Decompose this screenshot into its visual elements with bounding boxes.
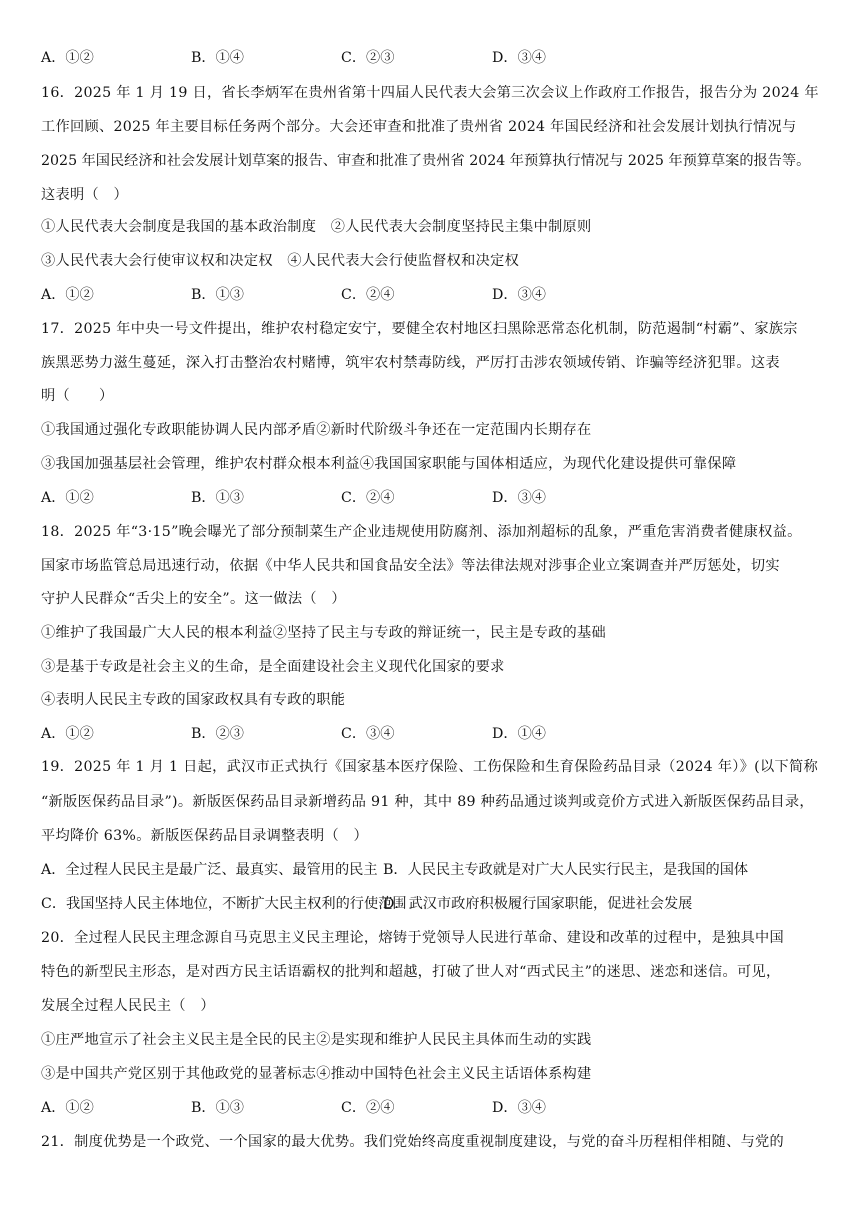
q18-stem-line: 国家市场监管总局迅速行动，依据《中华人民共和国食品安全法》等法律法规对涉事企业立案调查并严厉惩处，切实 [41, 558, 780, 574]
option-a: A．①② [41, 1100, 94, 1116]
option-c: C．我国坚持人民主体地位，不断扩大民主权利的行使范围 [41, 896, 407, 912]
q17-stem-line: 17．2025 年中央一号文件提出，维护农村稳定安宁，要健全农村地区扫黑除恶常态化机制，防范遏制“村霸”、家族宗 [41, 321, 798, 337]
q18-statement: ①维护了我国最广大人民的根本利益②坚持了民主与专政的辩证统一，民主是专政的基础 [41, 625, 607, 641]
option-d: D．③④ [492, 1100, 546, 1116]
option-d: D．③④ [492, 287, 546, 303]
q19-options-row [41, 860, 821, 880]
option-a: A．①② [41, 287, 94, 303]
q20-stem-line: 特色的新型民主形态，是对西方民主话语霸权的批判和超越，打破了世人对“西式民主”的迷思、迷恋和迷信。可见， [41, 964, 781, 980]
q21-stem-line: 21．制度优势是一个政党、一个国家的最大优势。我们党始终高度重视制度建设，与党的奋斗历程相伴相随、与党的 [41, 1134, 785, 1150]
q17-options [41, 488, 821, 508]
option-d: D．③④ [492, 50, 546, 66]
q16-stem-line: 16．2025 年 1 月 19 日，省长李炳军在贵州省第十四届人民代表大会第三次会议上作政府工作报告，报告分为 2024 年 [41, 85, 819, 101]
q17-stem-line: 明（ ） [41, 388, 114, 404]
q16-options [41, 285, 821, 305]
option-b: B．①③ [191, 490, 244, 506]
q17-statement: ③我国加强基层社会管理，维护农村群众根本利益④我国国家职能与国体相适应，为现代化建设提供可靠保障 [41, 456, 737, 472]
q19-options-row [41, 894, 821, 914]
option-b: B．①③ [191, 287, 244, 303]
q18-statement: ④表明人民民主专政的国家政权具有专政的职能 [41, 692, 346, 708]
option-c: C．②④ [341, 287, 395, 303]
q19-stem-line: “新版医保药品目录”)。新版医保药品目录新增药品 91 种，其中 89 种药品通过谈判或竞价方式进入新版医保药品目录， [41, 794, 814, 810]
q18-options [41, 724, 821, 744]
option-c: C．②③ [341, 50, 395, 66]
option-b: B．①④ [191, 50, 244, 66]
q18-statement: ③是基于专政是社会主义的生命，是全面建设社会主义现代化国家的要求 [41, 659, 505, 675]
option-c: C．③④ [341, 726, 395, 742]
option-d: D．①④ [492, 726, 546, 742]
option-b: B．①③ [191, 1100, 244, 1116]
q19-stem-line: 19．2025 年 1 月 1 日起，武汉市正式执行《国家基本医疗保险、工伤保险和生育保险药品目录（2024 年）》(以下简称 [41, 759, 818, 775]
q18-stem-line: 18．2025 年“3·15”晚会曝光了部分预制菜生产企业违规使用防腐剂、添加剂超标的乱象，严重危害消费者健康权益。 [41, 524, 802, 540]
option-b: B．人民民主专政就是对广大人民实行民主，是我国的国体 [383, 862, 749, 878]
q19-stem-line: 平均降价 63%。新版医保药品目录调整表明（ ） [41, 828, 368, 844]
option-d: D．③④ [492, 490, 546, 506]
q20-stem-line: 20．全过程人民民主理念源自马克思主义民主理论，熔铸于党领导人民进行革命、建设和改革的过程中，是独具中国 [41, 930, 785, 946]
q20-stem-line: 发展全过程人民民主（ ） [41, 998, 215, 1014]
q18-stem-line: 守护人民群众“舌尖上的安全”。这一做法（ ） [41, 591, 346, 607]
option-a: A．①② [41, 726, 94, 742]
q17-stem-line: 族黑恶势力滋生蔓延，深入打击整治农村赌博，筑牢农村禁毒防线，严厉打击涉农领域传销、诈骗等经济犯罪。这表 [41, 355, 780, 371]
option-d: D．武汉市政府积极履行国家职能，促进社会发展 [383, 896, 693, 912]
q15-options [41, 48, 821, 68]
option-a: A．①② [41, 490, 94, 506]
q20-statement: ③是中国共产党区别于其他政党的显著标志④推动中国特色社会主义民主话语体系构建 [41, 1066, 592, 1082]
q17-statement: ①我国通过强化专政职能协调人民内部矛盾②新时代阶级斗争还在一定范围内长期存在 [41, 422, 592, 438]
q16-statement: ③人民代表大会行使审议权和决定权 ④人民代表大会行使监督权和决定权 [41, 253, 520, 269]
option-a: A．①② [41, 50, 94, 66]
q20-options [41, 1098, 821, 1118]
q16-statement: ①人民代表大会制度是我国的基本政治制度 ②人民代表大会制度坚持民主集中制原则 [41, 219, 592, 235]
q16-stem-line: 2025 年国民经济和社会发展计划草案的报告、审查和批准了贵州省 2024 年预算执行情况与 2025 年预算草案的报告等。 [41, 153, 811, 169]
option-c: C．②④ [341, 490, 395, 506]
option-b: B．②③ [191, 726, 244, 742]
option-a: A．全过程人民民主是最广泛、最真实、最管用的民主 [41, 862, 378, 878]
option-c: C．②④ [341, 1100, 395, 1116]
q20-statement: ①庄严地宣示了社会主义民主是全民的民主②是实现和维护人民民主具体而生动的实践 [41, 1032, 592, 1048]
q16-stem-line: 工作回顾、2025 年主要目标任务两个部分。大会还审查和批准了贵州省 2024 年国民经济和社会发展计划执行情况与 [41, 119, 797, 135]
q16-stem-line: 这表明（ ） [41, 187, 128, 203]
